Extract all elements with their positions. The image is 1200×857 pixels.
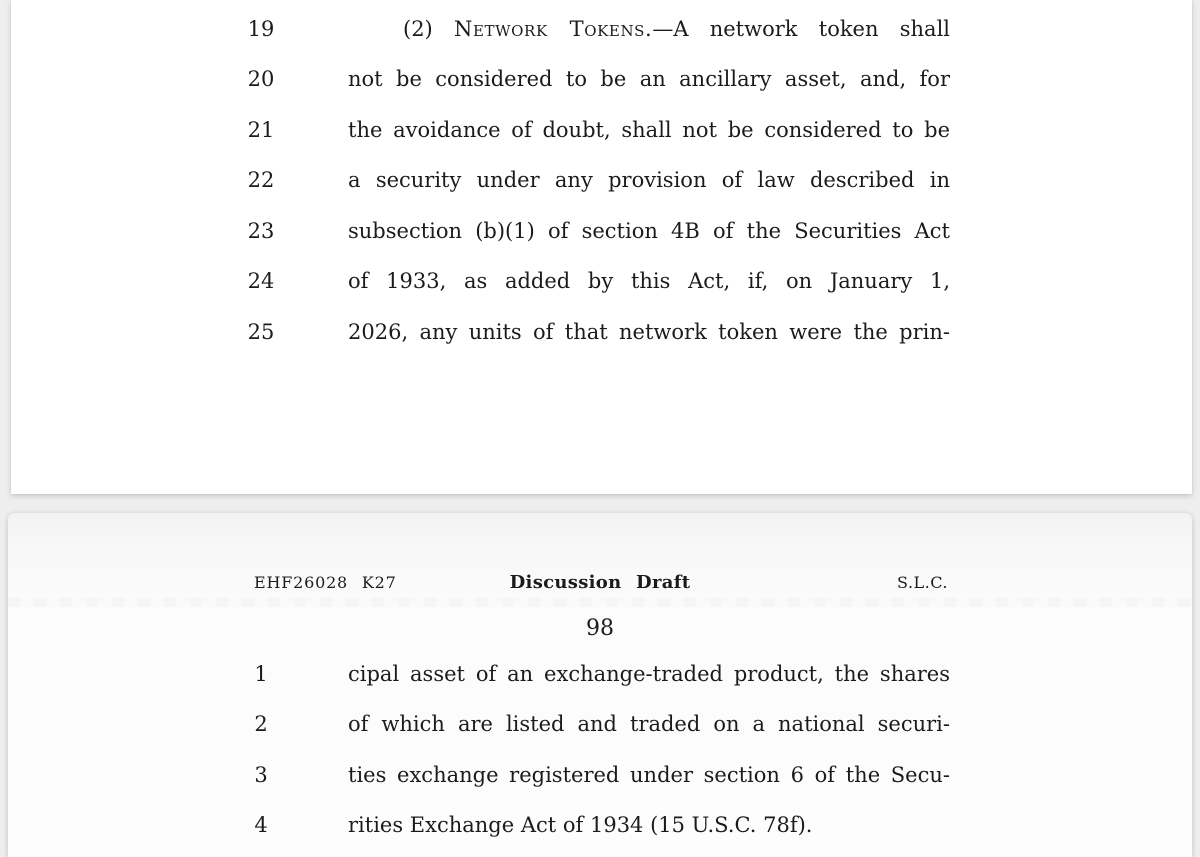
line-number: 21: [247, 118, 275, 142]
text-line-2: [8, 699, 1192, 749]
text-line-23: [11, 206, 1192, 256]
line-text: not be considered to be an ancillary asset, and, for: [348, 67, 950, 91]
page-number: 98: [586, 616, 614, 641]
text-line-3: [8, 750, 1192, 800]
document-page-2: [8, 513, 1192, 857]
line-text: subsection (b)(1) of section 4B of the Securities Act: [348, 219, 950, 243]
line-text-prefix: (2): [403, 17, 454, 41]
text-line-19: [11, 4, 1192, 54]
text-line-20: [11, 54, 1192, 104]
scan-artifact-band: [8, 598, 1192, 607]
header-doc-code: EHF26028 K27: [254, 573, 397, 592]
text-line-25: [11, 307, 1192, 357]
line-text-smallcaps: Network Tokens.: [454, 17, 653, 41]
line-text-suffix: —A network token shall: [652, 17, 951, 41]
line-number: 3: [254, 763, 268, 787]
header-office-code: S.L.C.: [897, 573, 948, 592]
line-number: 25: [247, 320, 275, 344]
text-line-21: [11, 105, 1192, 155]
line-number: 1: [254, 662, 268, 686]
line-number: 2: [254, 712, 268, 736]
line-text: the avoidance of doubt, shall not be considered to be: [348, 118, 950, 142]
page-header: [8, 568, 1192, 598]
line-number: 23: [247, 219, 275, 243]
text-line-4: [8, 800, 1192, 850]
line-text: cipal asset of an exchange-traded product, the shares: [348, 662, 950, 686]
line-text: a security under any provision of law described in: [348, 168, 950, 192]
line-text: rities Exchange Act of 1934 (15 U.S.C. 78f).: [348, 813, 813, 837]
line-number: 19: [247, 17, 275, 41]
line-text: [348, 4, 950, 54]
line-number: 4: [254, 813, 268, 837]
text-line-1: [8, 649, 1192, 699]
line-text: 2026, any units of that network token were the prin-: [348, 320, 950, 344]
text-line-22: [11, 155, 1192, 205]
line-number: 24: [247, 269, 275, 293]
line-text: of which are listed and traded on a national securi-: [348, 712, 950, 736]
line-number: 20: [247, 67, 275, 91]
header-title: Discussion Draft: [509, 572, 691, 593]
line-text: ties exchange registered under section 6 of the Secu-: [348, 763, 950, 787]
line-text: of 1933, as added by this Act, if, on January 1,: [348, 269, 950, 293]
document-page-1: [11, 0, 1192, 494]
line-number: 22: [247, 168, 275, 192]
text-line-24: [11, 256, 1192, 306]
